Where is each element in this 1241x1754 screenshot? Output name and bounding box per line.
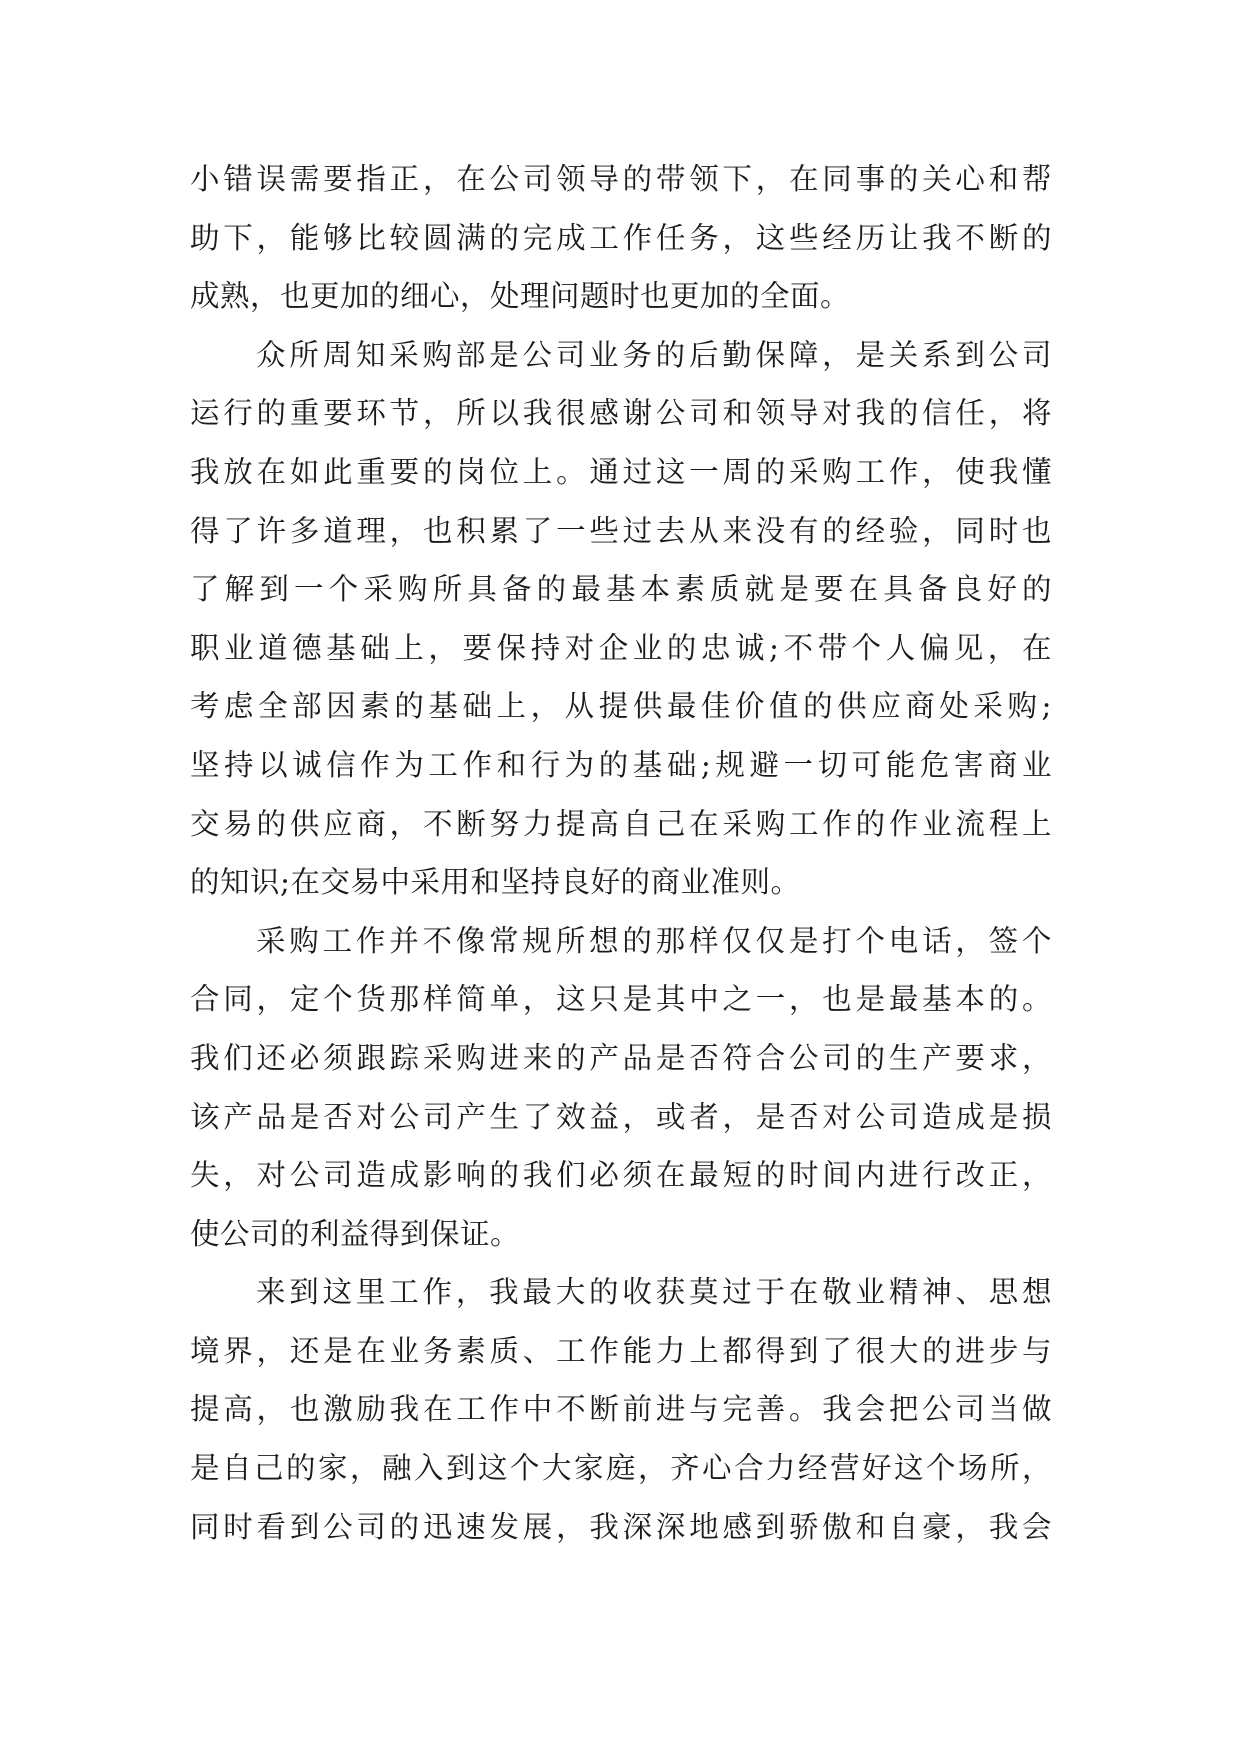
text-line: 了解到一个采购所具备的最基本素质就是要在具备良好的 [190,572,1052,607]
text-line: 是自己的家，融入到这个大家庭，齐心合力经营好这个场所， [190,1451,1052,1486]
text-line: 得了许多道理，也积累了一些过去从来没有的经验，同时也 [190,513,1052,548]
text-line: 合同，定个货那样简单，这只是其中之一，也是最基本的。 [190,982,1052,1017]
text-line: 该产品是否对公司产生了效益，或者，是否对公司造成是损 [190,1099,1052,1134]
text-line: 提高，也激励我在工作中不断前进与完善。我会把公司当做 [190,1392,1052,1427]
text-line: 小错误需要指正，在公司领导的带领下，在同事的关心和帮 [190,162,1052,196]
text-line: 的知识;在交易中采用和坚持良好的商业准则。 [190,865,801,900]
text-line: 同时看到公司的迅速发展，我深深地感到骄傲和自豪，我会 [190,1509,1052,1544]
paragraph-first-line: 采购工作并不像常规所想的那样仅仅是打个电话，签个 [256,923,1052,958]
text-line: 交易的供应商，不断努力提高自己在采购工作的作业流程上 [190,806,1052,841]
paragraph-first-line: 来到这里工作，我最大的收获莫过于在敬业精神、思想 [256,1275,1052,1310]
text-line: 我们还必须跟踪采购进来的产品是否符合公司的生产要求， [190,1040,1052,1075]
body-text [190,150,1052,1556]
text-line: 成熟，也更加的细心，处理问题时也更加的全面。 [190,279,851,314]
text-line: 境界，还是在业务素质、工作能力上都得到了很大的进步与 [190,1333,1052,1368]
paragraph-first-line: 众所周知采购部是公司业务的后勤保障，是关系到公司 [256,337,1052,372]
text-line: 使公司的利益得到保证。 [190,1216,521,1251]
text-line: 我放在如此重要的岗位上。通过这一周的采购工作，使我懂 [190,454,1052,489]
text-line: 职业道德基础上，要保持对企业的忠诚;不带个人偏见，在 [190,630,1052,665]
text-line: 坚持以诚信作为工作和行为的基础;规避一切可能危害商业 [190,747,1052,782]
text-line: 助下，能够比较圆满的完成工作任务，这些经历让我不断的 [190,220,1052,255]
text-line: 运行的重要环节，所以我很感谢公司和领导对我的信任，将 [190,396,1052,431]
text-line: 失，对公司造成影响的我们必须在最短的时间内进行改正， [190,1158,1052,1193]
text-line: 考虑全部因素的基础上，从提供最佳价值的供应商处采购; [190,689,1052,724]
